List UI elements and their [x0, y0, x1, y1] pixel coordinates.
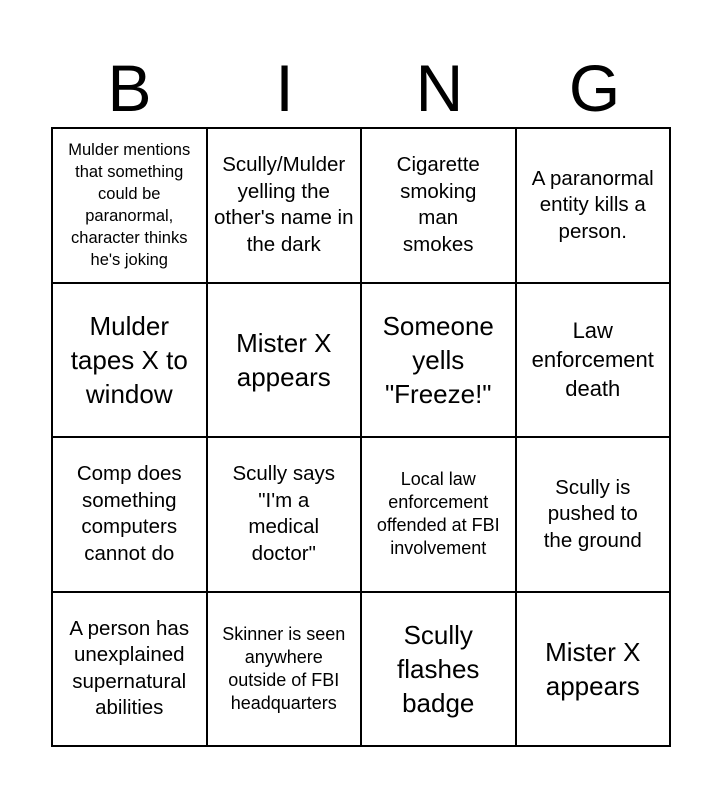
cell-text: Skinner is seen anywhere outside of FBI headquarters — [222, 623, 346, 713]
bingo-cell[interactable] — [53, 438, 208, 593]
bingo-cell[interactable] — [362, 129, 517, 284]
cell-text: Scully says "I'm a medical doctor" — [232, 462, 336, 565]
cell-text: Mister X appears — [236, 327, 332, 392]
bingo-cell[interactable] — [362, 438, 517, 593]
bingo-cell[interactable] — [362, 593, 517, 748]
bingo-cell[interactable] — [517, 593, 672, 748]
cell-text: A person has unexplained supernatural abilities — [69, 616, 190, 720]
header-letter-g: G — [568, 51, 621, 125]
header-letter-n: N — [415, 51, 464, 125]
bingo-header — [52, 52, 672, 124]
cell-text: Local law enforcement offended at FBI involvement — [376, 469, 500, 559]
bingo-cell[interactable] — [53, 129, 208, 284]
bingo-cell[interactable] — [53, 284, 208, 439]
cell-text: Mister X appears — [545, 636, 641, 701]
bingo-cell[interactable] — [362, 284, 517, 439]
cell-text: Cigarette smoking man smokes — [396, 153, 480, 256]
bingo-cell[interactable] — [208, 129, 363, 284]
bingo-cell[interactable] — [517, 438, 672, 593]
bingo-grid — [51, 127, 671, 747]
cell-text: Law enforcement death — [531, 318, 654, 402]
header-letter-b: B — [107, 51, 152, 125]
cell-text: A paranormal entity kills a person. — [531, 166, 654, 243]
bingo-cell[interactable] — [208, 284, 363, 439]
bingo-cell[interactable] — [517, 284, 672, 439]
bingo-cell[interactable] — [517, 129, 672, 284]
bingo-cell[interactable] — [208, 438, 363, 593]
bingo-cell[interactable] — [53, 593, 208, 748]
cell-text: Someone yells "Freeze!" — [382, 310, 494, 409]
cell-text: Scully flashes badge — [397, 619, 480, 718]
cell-text: Comp does something computers cannot do — [76, 462, 182, 565]
header-letter-i: I — [275, 51, 294, 125]
cell-text: Mulder tapes X to window — [70, 310, 188, 409]
cell-text: Mulder mentions that something could be paranormal, character thinks he's joking — [68, 141, 191, 270]
cell-text: Scully is pushed to the ground — [543, 475, 642, 552]
bingo-cell[interactable] — [208, 593, 363, 748]
cell-text: Scully/Mulder yelling the other's name in the dark — [213, 153, 354, 256]
